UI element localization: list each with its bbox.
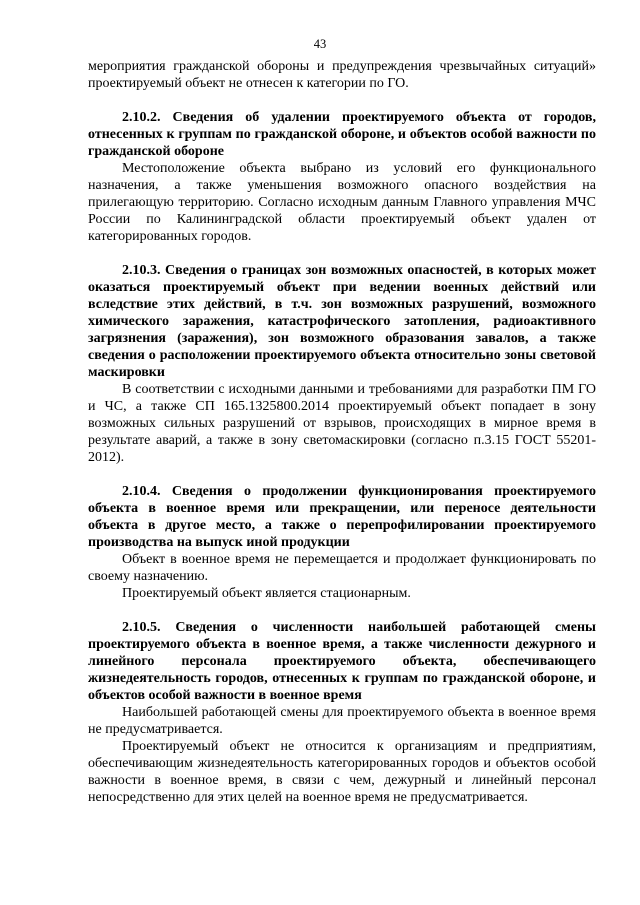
document-body — [88, 58, 596, 806]
section-paragraph: В соответствии с исходными данными и требованиями для разработки ПМ ГО и ЧС, а также СП 165.1325800.2014 проектируемый объект попадает в зону возможных сильных разрушений от взрывов, происходящих в мирное время в результате аварий, а также в зону светомаскировки (согласно п.3.15 ГОСТ 55201-2012). — [88, 382, 596, 465]
spacer — [88, 466, 596, 483]
section-2-10-3 — [88, 262, 596, 466]
section-2-10-2 — [88, 109, 596, 245]
section-2-10-5 — [88, 619, 596, 806]
section-heading: 2.10.3. Сведения о границах зон возможных опасностей, в которых может оказаться проектируемый объект при ведении военных действий или вследствие этих действий, в т.ч. зон возможных разрушений, возможного химического заражения, катастрофического затопления, радиоактивного загрязнения (заражения), зон возможного образования завалов, а также сведения о расположении проектируемого объекта относительно зоны световой маскировки — [88, 263, 596, 380]
spacer — [88, 92, 596, 109]
intro-paragraph: мероприятия гражданской обороны и предупреждения чрезвычайных ситуаций» проектируемый объект не отнесен к категории по ГО. — [88, 59, 596, 91]
section-paragraph: Местоположение объекта выбрано из условий его функционального назначения, а также уменьшения возможного опасного воздействия на прилегающую территорию. Согласно исходным данным Главного управления МЧС России по Калининградской области проектируемый объект удален от категорированных городов. — [88, 161, 596, 244]
section-paragraph: Наибольшей работающей смены для проектируемого объекта в военное время не предусматривается. — [88, 705, 596, 737]
spacer — [88, 602, 596, 619]
page-number: 43 — [313, 37, 327, 51]
section-heading: 2.10.5. Сведения о численности наибольшей работающей смены проектируемого объекта в военное время, а также численности дежурного и линейного персонала проектируемого объекта, обеспечивающего жизнедеятельность городов, отнесенных к группам по гражданской обороне, и объектов особой важности в военное время — [88, 620, 596, 703]
section-paragraph: Объект в военное время не перемещается и продолжает функционировать по своему назначению. — [88, 552, 596, 584]
section-heading: 2.10.4. Сведения о продолжении функционирования проектируемого объекта в военное время или прекращении, или переносе деятельности объекта в другое место, а также о перепрофилировании проектируемого производства на выпуск иной продукции — [88, 484, 596, 550]
section-paragraph: Проектируемый объект не относится к организациям и предприятиям, обеспечивающим жизнедеятельность категорированных городов и объектов особой важности в военное время, в связи с чем, дежурный и линейный персонал непосредственно для этих целей на военное время не предусматривается. — [88, 739, 596, 805]
section-heading: 2.10.2. Сведения об удалении проектируемого объекта от городов, отнесенных к группам по гражданской обороне, и объектов особой важности по гражданской обороне — [88, 110, 596, 159]
spacer — [88, 245, 596, 262]
section-paragraph: Проектируемый объект является стационарным. — [122, 586, 411, 601]
section-2-10-4 — [88, 483, 596, 602]
